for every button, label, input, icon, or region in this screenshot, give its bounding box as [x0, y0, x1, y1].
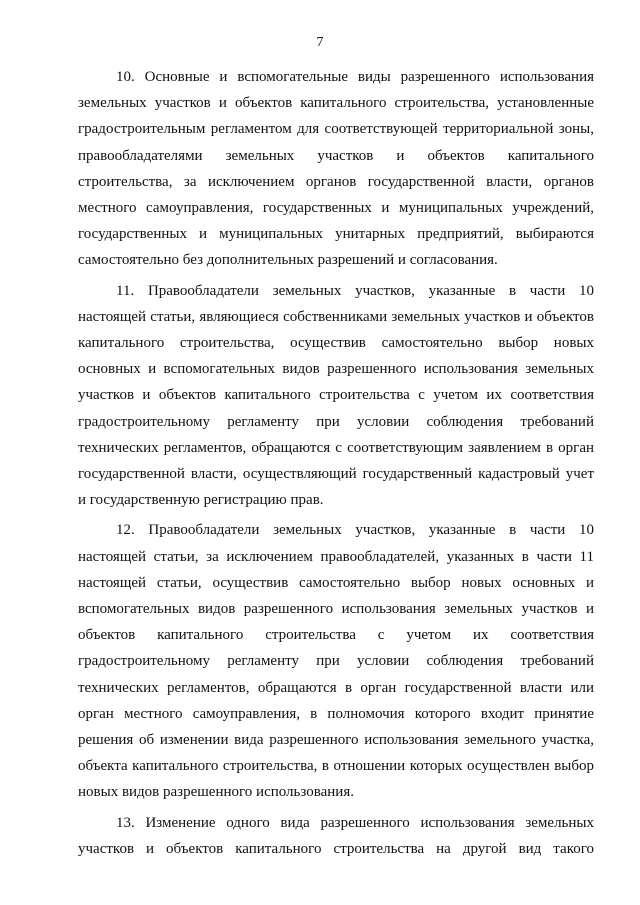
text-line: настоящей статьи, за исключением правообладателей, указанных в части 11 [78, 548, 594, 565]
text-line: технических регламентов, обращаются с соответствующим заявлением в орган [78, 439, 594, 456]
text-line: 13. Изменение одного вида разрешенного использования земельных [116, 814, 594, 831]
text-line: настоящей статьи, осуществив самостоятельно выбор новых основных и [78, 574, 594, 591]
text-line: градостроительному регламенту при условии соблюдения требований [78, 653, 594, 670]
text-line: вспомогательных видов разрешенного использования земельных участков и [78, 601, 594, 618]
text-line: 11. Правообладатели земельных участков, указанные в части 10 [116, 282, 594, 299]
paragraph-13 [78, 810, 594, 862]
text-line: государственной власти, осуществляющий государственный кадастровый учет [78, 466, 594, 483]
paragraph-10 [78, 64, 594, 274]
text-line: и государственную регистрацию прав. [78, 492, 324, 509]
text-line: объекта капитального строительства, в отношении которых осуществлен выбор [78, 758, 594, 775]
text-line: правообладателями земельных участков и объектов капитального [78, 147, 594, 164]
text-line: решения об изменении вида разрешенного использования земельного участка, [78, 732, 594, 749]
paragraph-11 [78, 278, 594, 514]
text-line: градостроительным регламентом для соответствующей территориальной зоны, [78, 121, 594, 138]
text-line: капитального строительства, осуществив самостоятельно выбор новых [78, 335, 594, 352]
text-line: объектов капитального строительства с учетом их соответствия [78, 627, 594, 644]
text-line: земельных участков и объектов капитального строительства, установленные [78, 95, 594, 112]
text-line: новых видов разрешенного использования. [78, 784, 354, 801]
text-line: местного самоуправления, государственных и муниципальных учреждений, [78, 200, 594, 217]
text-line: основных и вспомогательных видов разрешенного использования земельных [78, 361, 594, 378]
document-body [78, 64, 594, 866]
text-line: 12. Правообладатели земельных участков, указанные в части 10 [116, 522, 594, 539]
text-line: 10. Основные и вспомогательные виды разрешенного использования [116, 69, 594, 85]
text-line: настоящей статьи, являющиеся собственниками земельных участков и объектов [78, 308, 594, 325]
text-line: градостроительному регламенту при условии соблюдения требований [78, 413, 594, 430]
paragraph-12 [78, 517, 594, 805]
text-line: самостоятельно без дополнительных разрешений и согласования. [78, 252, 498, 269]
page-number: 7 [316, 35, 324, 50]
text-line: технических регламентов, обращаются в орган государственной власти или [78, 679, 594, 696]
text-line: участков и объектов капитального строительства с учетом их соответствия [78, 387, 594, 404]
text-line: государственных и муниципальных унитарных предприятий, выбираются [78, 226, 594, 243]
text-line: участков и объектов капитального строительства на другой вид такого [78, 840, 594, 857]
text-line: строительства, за исключением органов государственной власти, органов [78, 173, 594, 190]
text-line: орган местного самоуправления, в полномочия которого входит принятие [78, 705, 594, 722]
